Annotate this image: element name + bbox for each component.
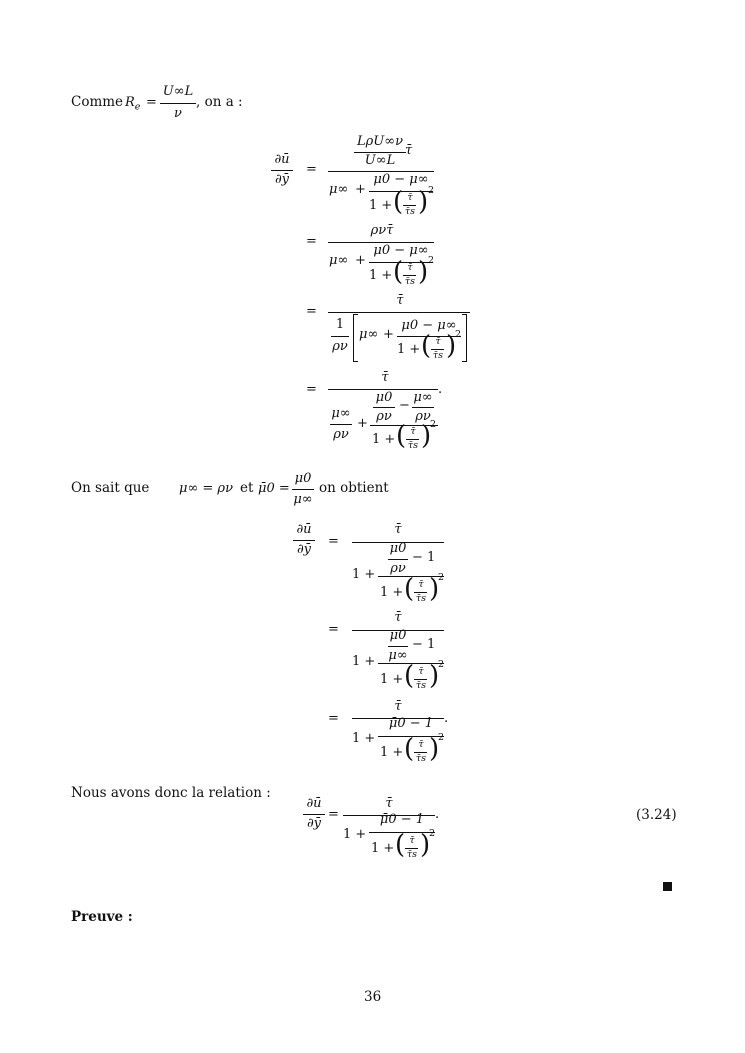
b2-r3-inner-num: μ̄0 − 1 [388,716,434,731]
b2-r1-exp: 2 [438,572,445,583]
b1-r4-one-plus: 1 + [372,432,396,447]
b2-r2-exp: 2 [438,659,445,670]
b1-r3-lparen: ( [421,331,432,361]
b2-r3-one-plus-2: 1 + [380,745,404,760]
b2-r2-lparen: ( [404,661,415,691]
b2-r3-exp: 2 [438,732,445,743]
b2-r3-one-plus: 1 + [352,731,376,746]
b1-r3-mudiff: μ0 − μ∞ [401,318,457,333]
b2-r2-minus-one: − 1 [412,637,436,652]
b2-r1-one-plus-2: 1 + [380,585,404,600]
b1-r3-num: τ̄ [396,293,404,308]
mid-frac-den: μ∞ [293,492,313,507]
mid-frac-num: μ0 [294,471,312,486]
r-exp: 2 [429,828,436,839]
b2-eq-2: = [328,622,339,637]
b1-r1-taus: τ̄s [404,206,416,217]
b1-r4-lparen: ( [396,421,407,451]
b1-r4-a-num: μ∞ [331,406,351,421]
b1-r2-mudiff: μ0 − μ∞ [373,243,429,258]
b1-r3-mu-inf: μ∞ [359,327,379,342]
b1-r3-plus: + [383,327,394,342]
reynolds-sub: e [134,101,141,113]
b1-r4-plus: + [357,416,368,431]
mid-on-obtient: on obtient [319,480,389,496]
b1-eq-2: = [306,234,317,249]
b1-r1-tau: τ̄ [405,143,413,158]
b2-r1-tau-n: τ̄ [418,579,424,590]
b1-r1-num-top: LρU∞ν [357,134,403,149]
b1-r1-one-plus: 1 + [369,198,393,213]
b1-r1-mu-inf: μ∞ [329,182,349,197]
b2-r1-rparen: ) [429,574,440,604]
b2-r2-one-plus-2: 1 + [380,672,404,687]
b2-r3-taus: τ̄s [415,753,427,764]
b1-eq-3: = [306,304,317,319]
b1-r1-lparen: ( [393,187,404,217]
b2-r2-inner-num: μ0 [389,628,407,643]
b1-lhs-den: ∂ȳ [274,172,290,187]
b1-r4-a-den: ρν [333,427,349,442]
r-inner-num: μ̄0 − 1 [379,812,425,827]
b1-r4-c-num: μ∞ [413,390,433,405]
b1-r1-num-bot: U∞L [364,153,396,168]
reynolds-R: R [125,95,135,110]
mid-mubar0: μ̄0 = [258,481,290,496]
b2-r2-num: τ̄ [394,610,402,625]
b1-r4-b-num: μ0 [375,390,393,405]
intro-on-a: , on a : [196,94,243,110]
b1-r4-tau-n: τ̄ [410,426,416,437]
b1-r1-rparen: ) [418,187,429,217]
b2-r1-inner-num: μ0 [389,541,407,556]
b1-r2-rparen: ) [418,257,429,287]
r-rparen: ) [420,830,431,860]
b1-r2-num: ρντ̄ [370,223,394,238]
r-taus: τ̄s [406,849,418,860]
b1-r3-tau-n: τ̄ [435,336,441,347]
b1-r2-one-plus: 1 + [369,268,393,283]
b1-r3-one-plus: 1 + [397,342,421,357]
mid-et: et [240,480,254,496]
b1-r3-rparen: ) [446,331,457,361]
b1-r4-num: τ̄ [381,370,389,385]
b2-r2-tau-n: τ̄ [418,666,424,677]
b1-eq-1: = [306,162,317,177]
b1-r2-exp: 2 [428,255,435,266]
b2-r3-rparen: ) [429,734,440,764]
b1-r1-tau-n: τ̄ [407,192,413,203]
b1-r1-plus: + [355,182,366,197]
b1-r2-tau-n: τ̄ [407,262,413,273]
b1-r3-rhonu: ρν [332,339,348,354]
b1-r2-taus: τ̄s [404,276,416,287]
mid-on-sait: On sait que [71,480,150,496]
b2-r1-num: τ̄ [394,522,402,537]
b2-r3-lparen: ( [404,734,415,764]
b1-r2-mu-inf: μ∞ [329,253,349,268]
b2-r3-period: . [444,711,449,726]
r-num: τ̄ [385,796,393,811]
b1-r1-mudiff: μ0 − μ∞ [373,172,429,187]
b1-r3-one: 1 [335,317,345,332]
b2-r1-inner-den: ρν [390,561,406,576]
b2-r2-inner-den: μ∞ [388,648,408,663]
intro-frac-num: U∞L [162,84,194,99]
b1-r3-taus: τ̄s [432,350,444,361]
r-lhs-num: ∂ū [306,796,322,811]
proof-label: Preuve : [71,909,133,925]
b2-r2-rparen: ) [429,661,440,691]
b1-r4-b-den: ρν [376,409,392,424]
mid-rel1: μ∞ = ρν [179,481,233,496]
r-one-plus: 1 + [343,827,367,842]
equation-number: (3.24) [636,807,677,823]
b2-r1-one-plus: 1 + [352,567,376,582]
b2-r2-one-plus: 1 + [352,654,376,669]
b2-r2-taus: τ̄s [415,680,427,691]
r-period: . [435,807,440,822]
r-one-plus-2: 1 + [371,841,395,856]
b1-lhs-num: ∂ū [274,152,290,167]
b2-eq-3: = [328,711,339,726]
qed-square [663,882,672,891]
r-lhs-bar [303,814,325,815]
relation-label: Nous avons donc la relation : [71,785,271,801]
r-lhs-den: ∂ȳ [306,816,322,831]
b1-r4-rparen: ) [421,421,432,451]
b1-r4-c-den: ρν [415,409,431,424]
b1-r4-exp: 2 [430,419,437,430]
r-eq: = [328,807,339,822]
b1-r1-exp: 2 [428,185,435,196]
b1-r4-period: . [438,382,443,397]
page-number: 36 [364,989,382,1005]
intro-comme: Comme [71,94,124,110]
b2-r1-minus-one: − 1 [412,550,436,565]
b2-eq-1: = [328,534,339,549]
b2-r1-lparen: ( [404,574,415,604]
b1-r2-plus: + [355,253,366,268]
b2-lhs-num: ∂ū [296,522,312,537]
b1-eq-4: = [306,382,317,397]
b1-r4-taus: τ̄s [407,440,419,451]
b2-r3-tau-n: τ̄ [418,739,424,750]
b2-r3-num: τ̄ [394,699,402,714]
intro-frac-den: ν [174,106,182,121]
intro-equals: = [146,95,157,110]
b1-r2-lparen: ( [393,257,404,287]
b1-r4-minus: − [399,398,410,413]
b2-r1-taus: τ̄s [415,593,427,604]
r-tau-n: τ̄ [409,835,415,846]
r-lparen: ( [395,830,406,860]
b1-r3-exp: 2 [455,329,462,340]
b2-lhs-den: ∂ȳ [296,542,312,557]
